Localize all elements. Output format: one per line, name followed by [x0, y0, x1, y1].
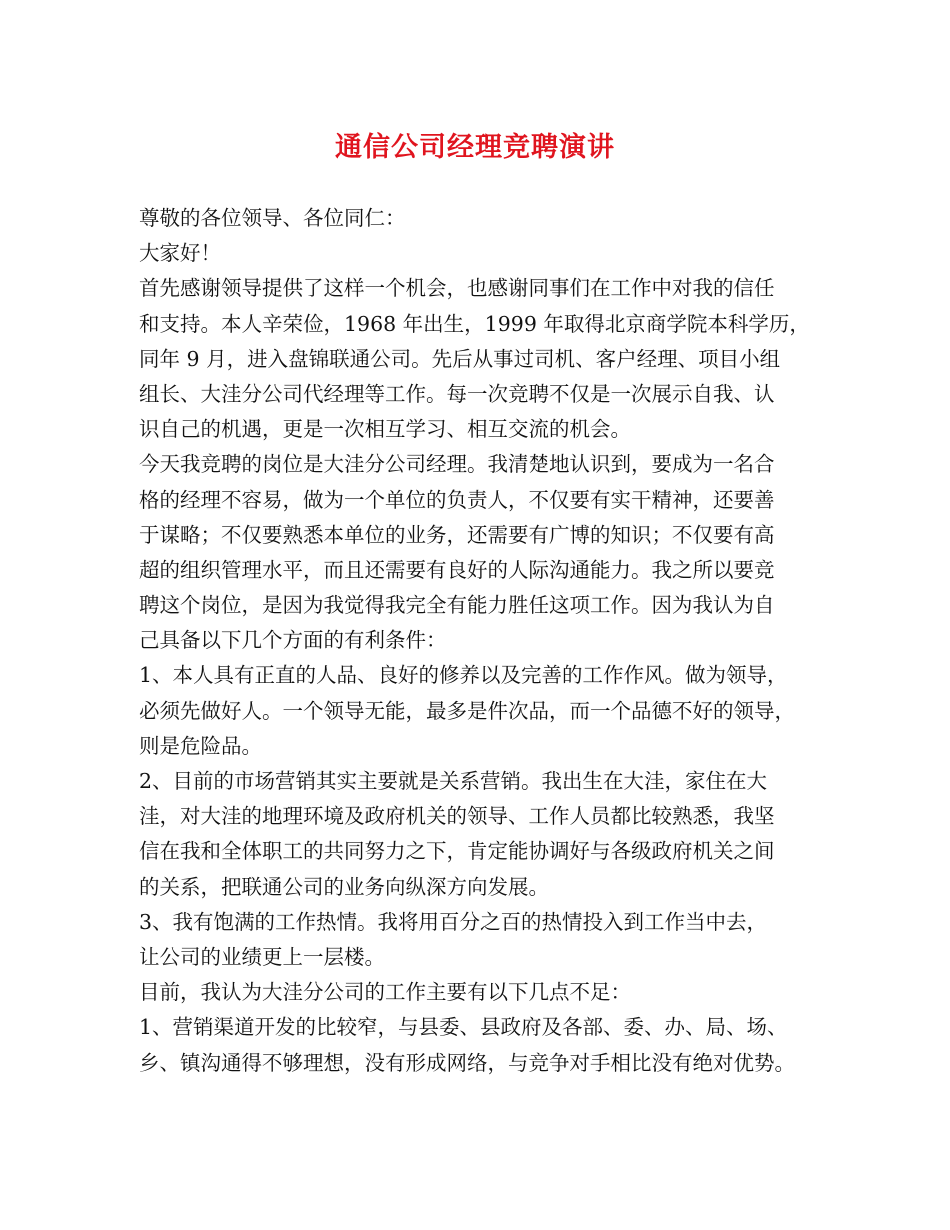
- document-title: 通信公司经理竞聘演讲: [335, 132, 615, 163]
- text-line: 格的经理不容易，做为一个单位的负责人，不仅要有实干精神，还要善: [139, 487, 775, 512]
- text-line: 信在我和全体职工的共同努力之下，肯定能协调好与各级政府机关之间: [139, 839, 775, 864]
- text-line: 聘这个岗位，是因为我觉得我完全有能力胜任这项工作。因为我认为自: [139, 593, 775, 618]
- text-line: 首先感谢领导提供了这样一个机会，也感谢同事们在工作中对我的信任: [139, 276, 775, 301]
- text-line: 今天我竞聘的岗位是大洼分公司经理。我清楚地认识到，要成为一名合: [139, 452, 775, 477]
- text-line: 识自己的机遇，更是一次相互学习、相互交流的机会。: [139, 417, 631, 442]
- text-line: 必须先做好人。一个领导无能，最多是件次品，而一个品德不好的领导，: [139, 698, 795, 723]
- text-line: 目前，我认为大洼分公司的工作主要有以下几点不足：: [139, 980, 631, 1005]
- text-line: 让公司的业绩更上一层楼。: [139, 944, 385, 969]
- text-line: 大家好！: [139, 241, 221, 266]
- text-line: 则是危险品。: [139, 733, 262, 758]
- text-line: 1、营销渠道开发的比较窄，与县委、县政府及各部、委、办、局、场、: [139, 1015, 788, 1040]
- text-line: 1、本人具有正直的人品、良好的修养以及完善的工作作风。做为领导，: [139, 663, 788, 688]
- text-line: 的关系，把联通公司的业务向纵深方向发展。: [139, 874, 549, 899]
- text-line: 乡、镇沟通得不够理想，没有形成网络，与竞争对手相比没有绝对优势。: [139, 1050, 795, 1075]
- text-line: 洼，对大洼的地理环境及政府机关的领导、工作人员都比较熟悉，我坚: [139, 804, 775, 829]
- text-line: 尊敬的各位领导、各位同仁：: [139, 206, 406, 230]
- text-line: 同年 9 月，进入盘锦联通公司。先后从事过司机、客户经理、项目小组: [139, 346, 781, 371]
- text-line: 3、我有饱满的工作热情。我将用百分之百的热情投入到工作当中去，: [139, 909, 768, 934]
- text-line: 己具备以下几个方面的有利条件：: [139, 628, 447, 653]
- text-line: 2、目前的市场营销其实主要就是关系营销。我出生在大洼，家住在大: [139, 769, 768, 793]
- text-line: 超的组织管理水平，而且还需要有良好的人际沟通能力。我之所以要竞: [139, 557, 775, 582]
- text-line: 组长、大洼分公司代经理等工作。每一次竞聘不仅是一次展示自我、认: [139, 381, 775, 406]
- document-body: [139, 201, 829, 1081]
- text-line: 和支持。本人辛荣俭，1968 年出生，1999 年取得北京商学院本科学历，: [139, 311, 810, 336]
- text-line: 于谋略；不仅要熟悉本单位的业务，还需要有广博的知识；不仅要有高: [139, 522, 775, 547]
